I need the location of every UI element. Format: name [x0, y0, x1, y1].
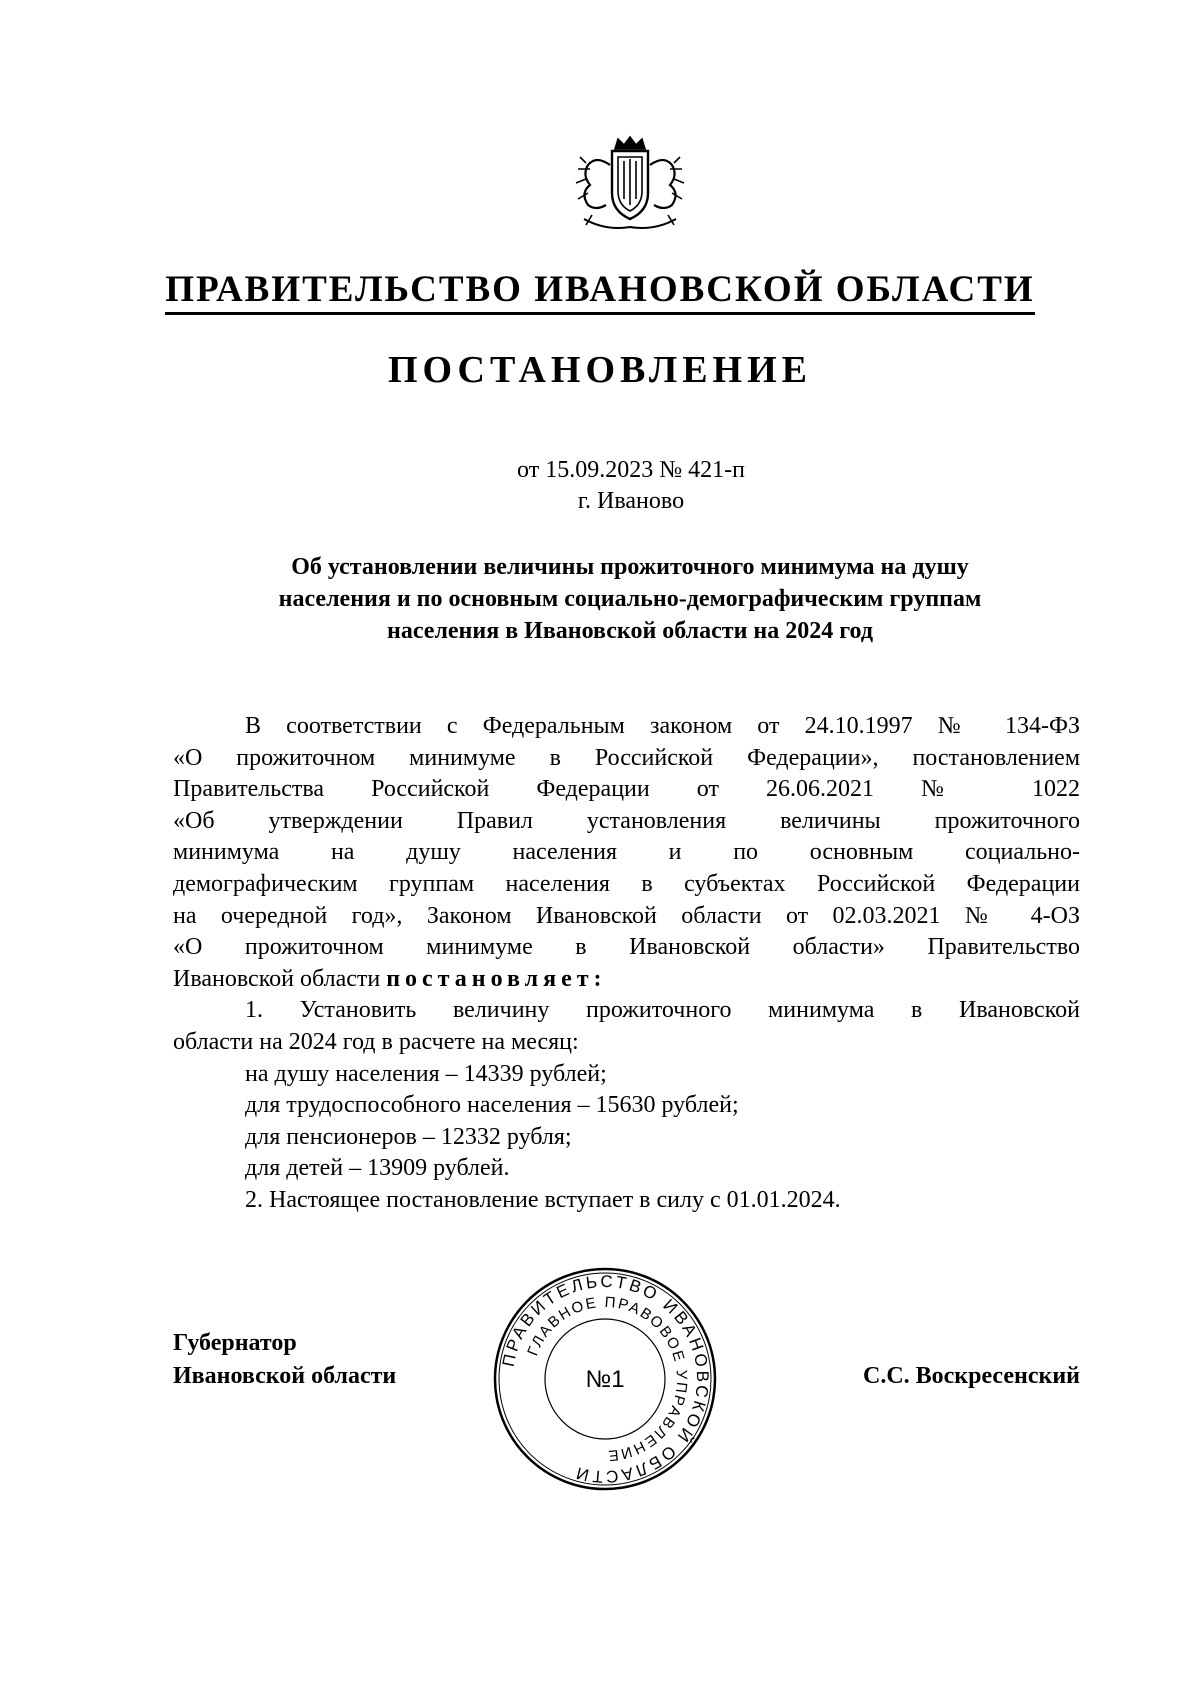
- clause-1-item: для пенсионеров – 12332 рубля;: [245, 1123, 572, 1150]
- clause-1-item: для трудоспособного населения – 15630 рублей;: [245, 1092, 739, 1119]
- document-type: ПОСТАНОВЛЕНИЕ: [387, 349, 813, 391]
- city: г. Иваново: [577, 488, 685, 514]
- preamble-line: демографическим группам населения в субъектах Российской Федерации: [173, 870, 1080, 897]
- seal-number: №1: [585, 1366, 625, 1393]
- position-line: Ивановской области: [173, 1363, 397, 1389]
- position-line: Губернатор: [173, 1330, 297, 1356]
- preamble-line: минимума на душу населения и по основным социально-: [173, 839, 1080, 866]
- signatory-position: [173, 1327, 396, 1393]
- subject-line: населения и по основным социально-демографическим группам: [278, 586, 982, 612]
- preamble-line: «Об утверждении Правил установления величины прожиточного: [173, 807, 1080, 834]
- preamble-line: на очередной год», Законом Ивановской области от 02.03.2021 № 4-ОЗ: [173, 902, 1080, 929]
- clause-1-line: 1. Установить величину прожиточного минимума в Ивановской: [245, 997, 1080, 1024]
- seal-outer-text: ПРАВИТЕЛЬСТВО ИВАНОВСКОЙ ОБЛАСТИ: [498, 1271, 713, 1487]
- subject-line: Об установлении величины прожиточного минимума на душу: [291, 554, 969, 580]
- date-number: от 15.09.2023 № 421-п: [517, 457, 745, 483]
- preamble-last-text: Ивановской области: [173, 965, 381, 992]
- decree-word: постановляет:: [386, 965, 607, 992]
- preamble-line: «О прожиточном минимуме в Российской Федерации», постановлением: [173, 744, 1080, 771]
- clause-2: 2. Настоящее постановление вступает в силу с 01.01.2024.: [245, 1186, 841, 1213]
- coat-of-arms-emblem: [566, 135, 694, 238]
- document-body: [173, 711, 1080, 1217]
- signatory-name: С.С. Воскресенский: [862, 1363, 1080, 1389]
- official-seal: [492, 1266, 718, 1492]
- government-title: ПРАВИТЕЛЬСТВО ИВАНОВСКОЙ ОБЛАСТИ: [0, 268, 1200, 312]
- preamble-line: «О прожиточном минимуме в Ивановской области» Правительство: [173, 934, 1080, 961]
- preamble-line: Правительства Российской Федерации от 26.06.2021 № 1022: [173, 776, 1080, 803]
- preamble-line: В соответствии с Федеральным законом от 24.10.1997 № 134-ФЗ: [245, 713, 1080, 739]
- subject-line: населения в Ивановской области на 2024 год: [387, 618, 873, 644]
- clause-1-line: области на 2024 год в расчете на месяц:: [173, 1028, 579, 1055]
- seal-inner-text: ГЛАВНОЕ ПРАВОВОЕ УПРАВЛЕНИЕ: [524, 1293, 691, 1465]
- preamble-last-line: [173, 964, 1080, 996]
- document-subject: [200, 551, 1060, 647]
- clause-1-item: для детей – 13909 рублей.: [245, 1155, 510, 1182]
- clause-1-item: на душу населения – 14339 рублей;: [245, 1060, 607, 1087]
